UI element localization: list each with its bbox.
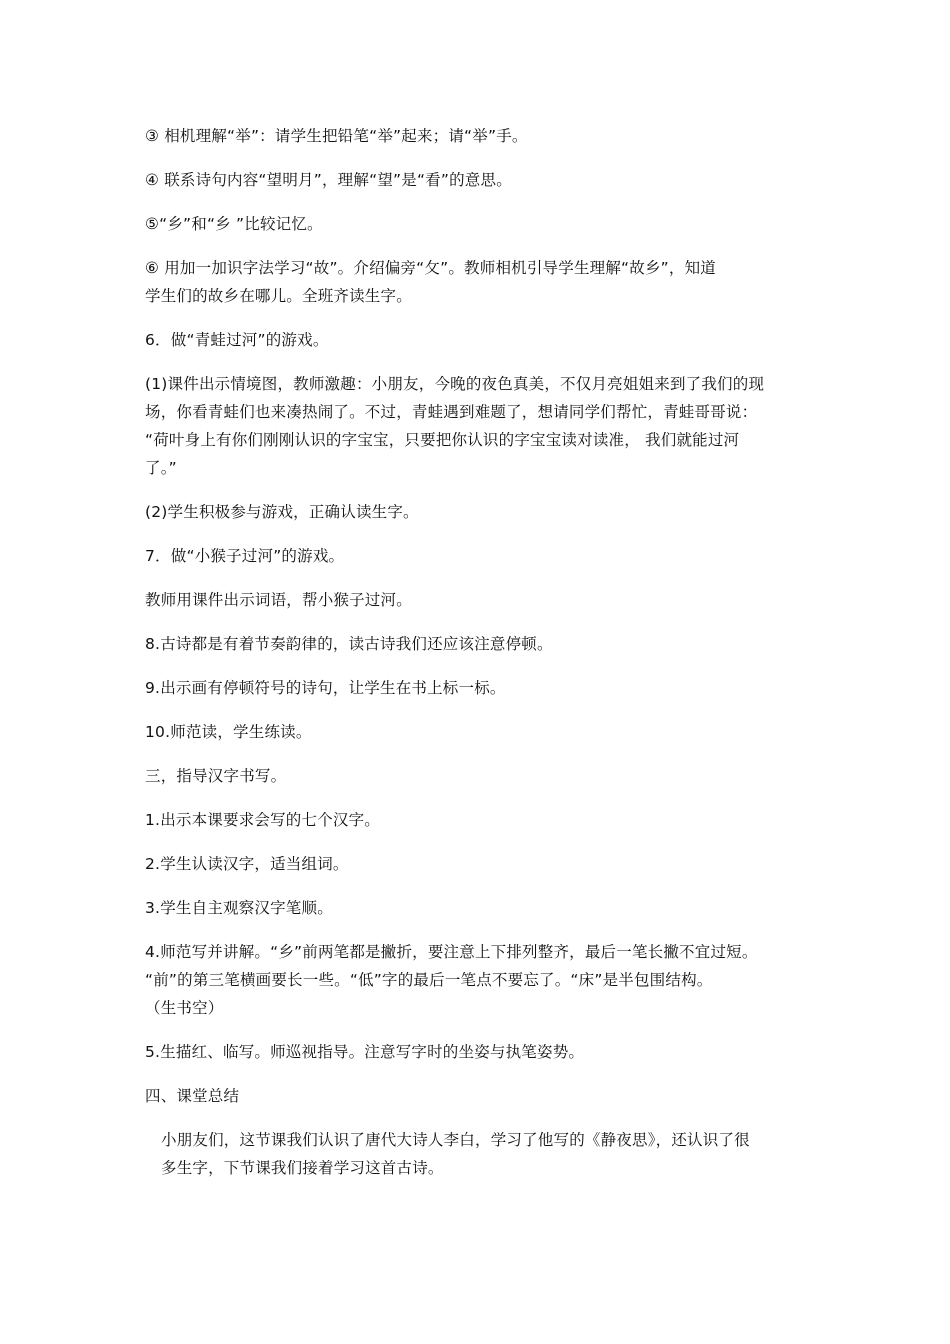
text-line: 多生字，下节课我们接着学习这首古诗。 bbox=[161, 1159, 444, 1177]
text-line: 1.出示本课要求会写的七个汉字。 bbox=[145, 811, 380, 829]
writing-step-2 bbox=[145, 850, 813, 878]
text-line: 2.学生认读汉字，适当组词。 bbox=[145, 855, 349, 873]
section-4-heading bbox=[145, 1082, 813, 1110]
section-3-heading bbox=[145, 762, 813, 790]
text-line: 3.学生自主观察汉字笔顺。 bbox=[145, 899, 333, 917]
paragraph-item-6 bbox=[145, 254, 813, 310]
text-line: ③ 相机理解“举”：请学生把铅笔“举”起来；请“举”手。 bbox=[145, 127, 528, 145]
text-line: 6．做“青蛙过河”的游戏。 bbox=[145, 331, 329, 349]
paragraph-item-3 bbox=[145, 122, 813, 150]
text-line: 4.师范写并讲解。“乡”前两笔都是撇折，要注意上下排列整齐，最后一笔长撇不宜过短。 bbox=[145, 943, 758, 961]
paragraph-item-4 bbox=[145, 166, 813, 194]
writing-step-5 bbox=[145, 1038, 813, 1066]
text-line: 四、课堂总结 bbox=[145, 1087, 240, 1105]
text-line: 三，指导汉字书写。 bbox=[145, 767, 287, 785]
writing-step-4 bbox=[145, 938, 813, 1022]
text-line: (2)学生积极参与游戏，正确认读生字。 bbox=[145, 503, 419, 521]
text-line: （生书空） bbox=[145, 999, 224, 1017]
text-line: 场，你看青蛙们也来凑热闹了。不过，青蛙遇到难题了，想请同学们帮忙，青蛙哥哥说： bbox=[145, 403, 758, 421]
writing-step-3 bbox=[145, 894, 813, 922]
text-line: ⑥ 用加一加识字法学习“故”。介绍偏旁“攵”。教师相机引导学生理解“故乡”，知道 bbox=[145, 259, 717, 277]
step-6-sub-2 bbox=[145, 498, 813, 526]
step-10 bbox=[145, 718, 813, 746]
text-line: 8.古诗都是有着节奏韵律的，读古诗我们还应该注意停顿。 bbox=[145, 635, 553, 653]
step-6-sub-1 bbox=[145, 370, 813, 482]
text-line: 学生们的故乡在哪儿。全班齐读生字。 bbox=[145, 287, 412, 305]
step-8 bbox=[145, 630, 813, 658]
text-line: ⑤“乡”和“乡 ”比较记忆。 bbox=[145, 215, 323, 233]
document-body bbox=[145, 122, 813, 1198]
step-7-body bbox=[145, 586, 813, 614]
text-line: “荷叶身上有你们刚刚认识的字宝宝，只要把你认识的字宝宝读对读准， 我们就能过河 bbox=[145, 431, 740, 449]
paragraph-item-5 bbox=[145, 210, 813, 238]
text-line: 了。” bbox=[145, 459, 177, 477]
writing-step-1 bbox=[145, 806, 813, 834]
step-6-heading bbox=[145, 326, 813, 354]
text-line: ④ 联系诗句内容“望明月”，理解“望”是“看”的意思。 bbox=[145, 171, 512, 189]
text-line: 5.生描红、临写。师巡视指导。注意写字时的坐姿与执笔姿势。 bbox=[145, 1043, 585, 1061]
text-line: 教师用课件出示词语，帮小猴子过河。 bbox=[145, 591, 412, 609]
step-9 bbox=[145, 674, 813, 702]
text-line: 10.师范读，学生练读。 bbox=[145, 723, 312, 741]
text-line: 7．做“小猴子过河”的游戏。 bbox=[145, 547, 345, 565]
text-line: 9.出示画有停顿符号的诗句，让学生在书上标一标。 bbox=[145, 679, 506, 697]
text-line: “前”的第三笔横画要长一些。“低”字的最后一笔点不要忘了。“床”是半包围结构。 bbox=[145, 971, 713, 989]
summary-paragraph bbox=[145, 1126, 813, 1182]
text-line: 小朋友们，这节课我们认识了唐代大诗人李白，学习了他写的《静夜思》，还认识了很 bbox=[161, 1131, 750, 1149]
step-7-heading bbox=[145, 542, 813, 570]
text-line: (1)课件出示情境图，教师激趣：小朋友，今晚的夜色真美，不仅月亮姐姐来到了我们的现 bbox=[145, 375, 765, 393]
